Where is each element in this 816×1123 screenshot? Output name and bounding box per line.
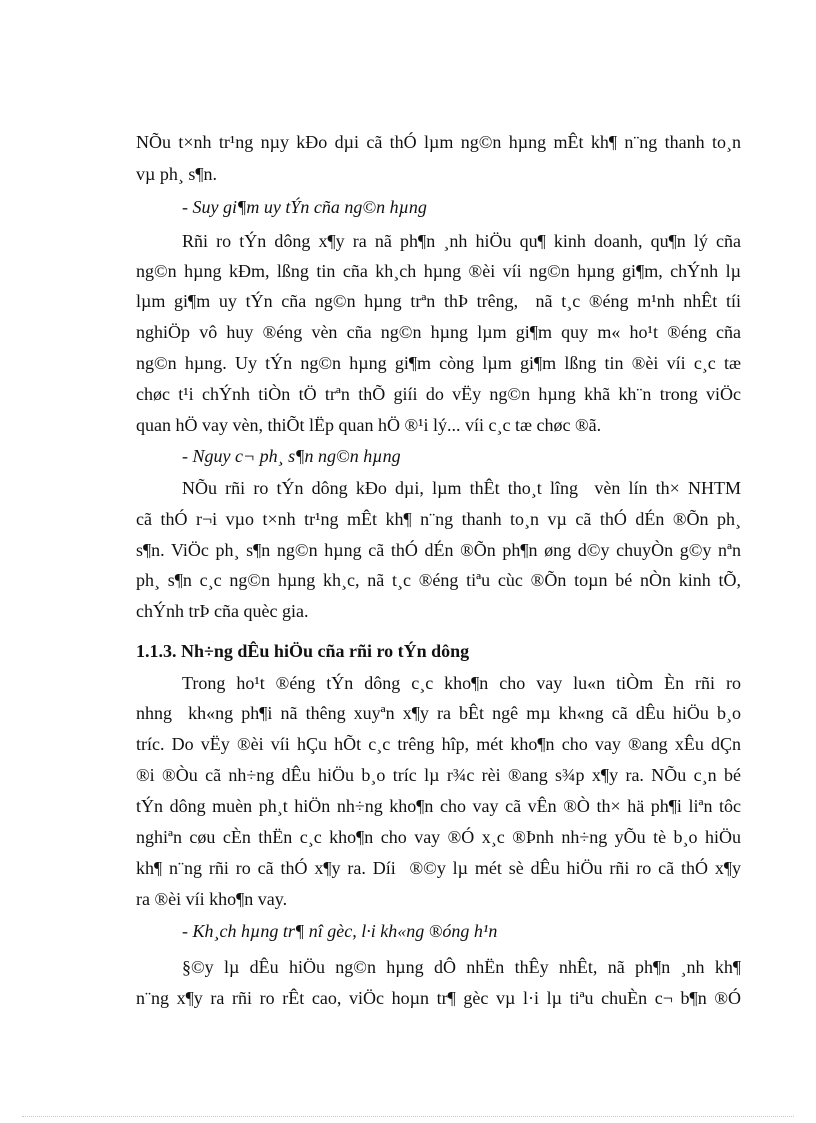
page-bottom-divider bbox=[22, 1116, 794, 1117]
text-line: vµ ph¸ s¶n. bbox=[136, 164, 218, 184]
text-line: kh¶ n¨ng rñi ro cã thÓ x¶y ra. Díi ®©y lµ mét sè dÊu hiÖu rñi ro cã thÓ x¶y bbox=[136, 858, 741, 878]
text-line: ph¸ s¶n c¸c ng©n hµng kh¸c, nã t¸c ®éng tiªu cùc ®Õn toµn bé nÒn kinh tÕ, bbox=[136, 570, 741, 590]
text-line: Trong ho¹t ®éng tÝn dông c¸c kho¶n cho vay lu«n tiÒm Èn rñi ro bbox=[182, 673, 741, 693]
text-line: chÝnh trÞ cña quèc gia. bbox=[136, 601, 309, 621]
subheading: - Kh¸ch hµng tr¶ nî gèc, l·i kh«ng ®óng h¹n bbox=[182, 921, 498, 941]
text-line: NÕu rñi ro tÝn dông kÐo dµi, lµm thÊt tho¸t lîng vèn lín th× NHTM bbox=[182, 478, 741, 498]
text-line: n¨ng x¶y ra rñi ro rÊt cao, viÖc hoµn tr¶ gèc vµ l·i lµ tiªu chuÈn c¬ b¶n ®Ó bbox=[136, 988, 741, 1008]
text-line: nghiÖp vô huy ®éng vèn cña ng©n hµng lµm gi¶m quy m« ho¹t ®éng cña bbox=[136, 322, 741, 342]
text-line: tríc. Do vËy ®èi víi hÇu hÕt c¸c trêng hîp, mét kho¶n cho vay ®ang xÊu dÇn bbox=[136, 734, 741, 754]
text-line: quan hÖ vay vèn, thiÕt lËp quan hÖ ®¹i lý... víi c¸c tæ chøc ®ã. bbox=[136, 415, 602, 435]
text-line: ®i ®Òu cã nh÷ng dÊu hiÖu b¸o tríc lµ r¾c rèi ®ang s¾p x¶y ra. NÕu c¸n bé bbox=[136, 765, 741, 785]
text-line: ng©n hµng kÐm, lßng tin cña kh¸ch hµng ®èi víi ng©n hµng gi¶m, chÝnh lµ bbox=[136, 261, 741, 281]
text-line: §©y lµ dÊu hiÖu ng©n hµng dÔ nhËn thÊy nhÊt, nã ph¶n ¸nh kh¶ bbox=[182, 957, 741, 977]
text-line: nghiªn cøu cÈn thËn c¸c kho¶n cho vay ®Ó x¸c ®Þnh nh÷ng yÕu tè b¸o hiÖu bbox=[136, 827, 741, 847]
subheading: - Nguy c¬ ph¸ s¶n ng©n hµng bbox=[182, 446, 401, 466]
text-line: NÕu t×nh tr¹ng nµy kÐo dµi cã thÓ lµm ng©n hµng mÊt kh¶ n¨ng thanh to¸n bbox=[136, 132, 741, 152]
text-line: s¶n. ViÖc ph¸ s¶n ng©n hµng cã thÓ dÉn ®Õn ph¶n øng d©y chuyÒn g©y nªn bbox=[136, 540, 741, 560]
text-line: nhng kh«ng ph¶i nã thêng xuyªn x¶y ra bÊt ngê mµ kh«ng cã dÊu hiÖu b¸o bbox=[136, 703, 741, 723]
text-line: ng©n hµng. Uy tÝn ng©n hµng gi¶m còng lµm gi¶m lßng tin ®èi víi c¸c tæ bbox=[136, 353, 741, 373]
text-line: lµm gi¶m uy tÝn cña ng©n hµng trªn thÞ trêng, nã t¸c ®éng m¹nh nhÊt tíi bbox=[136, 291, 741, 311]
text-line: Rñi ro tÝn dông x¶y ra nã ph¶n ¸nh hiÖu qu¶ kinh doanh, qu¶n lý cña bbox=[182, 231, 741, 251]
text-line: tÝn dông muèn ph¸t hiÖn nh÷ng kho¶n cho vay cã vÊn ®Ò th× hä ph¶i liªn tôc bbox=[136, 796, 741, 816]
section-heading: 1.1.3. Nh÷ng dÊu hiÖu cña rñi ro tÝn dông bbox=[136, 641, 470, 661]
subheading: - Suy gi¶m uy tÝn cña ng©n hµng bbox=[182, 197, 427, 217]
text-line: chøc t¹i chÝnh tiÒn tÖ trªn thÕ giíi do vËy ng©n hµng khã kh¨n trong viÖc bbox=[136, 384, 741, 404]
text-line: cã thÓ r¬i vµo t×nh tr¹ng mÊt kh¶ n¨ng thanh to¸n vµ cã thÓ dÉn ®Õn ph¸ bbox=[136, 509, 741, 529]
text-line: ra ®èi víi kho¶n vay. bbox=[136, 889, 288, 909]
